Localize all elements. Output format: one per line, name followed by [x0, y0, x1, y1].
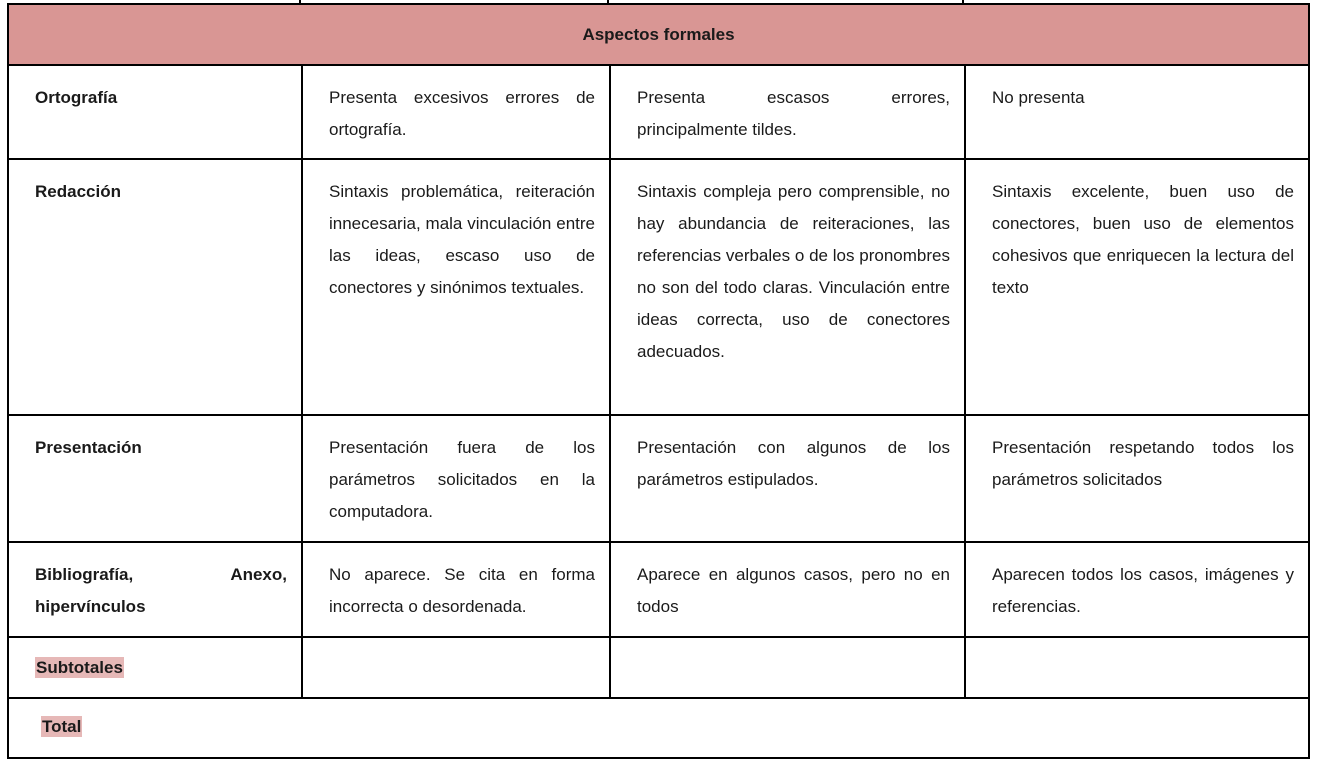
- criterion-cell: Redacción: [8, 159, 302, 415]
- level-low-cell: Sintaxis problemática, reiteración innecesaria, mala vinculación entre las ideas, escaso uso de conectores y sinónimos textuales.: [302, 159, 610, 415]
- subtotal-mid-cell: [610, 637, 965, 698]
- subtotal-row: [8, 637, 1309, 698]
- criterion-cell: Presentación: [8, 415, 302, 542]
- criterion-cell: Ortografía: [8, 65, 302, 159]
- subtotal-label: Subtotales: [36, 658, 123, 677]
- level-low-cell: Presentación fuera de los parámetros solicitados en la computadora.: [302, 415, 610, 542]
- level-high-cell: No presenta: [965, 65, 1309, 159]
- header-row: [8, 4, 1309, 65]
- criterion-cell: [8, 542, 302, 637]
- table-row: [8, 542, 1309, 637]
- rubric-table: [7, 3, 1310, 759]
- criterion-part-3: hipervínculos: [35, 597, 146, 616]
- level-low-cell: No aparece. Se cita en forma incorrecta o desordenada.: [302, 542, 610, 637]
- level-mid-cell: Presentación con algunos de los parámetros estipulados.: [610, 415, 965, 542]
- total-label: Total: [42, 717, 82, 736]
- subtotal-high-cell: [965, 637, 1309, 698]
- level-high-cell: Presentación respetando todos los parámetros solicitados: [965, 415, 1309, 542]
- level-mid-cell: Aparece en algunos casos, pero no en todos: [610, 542, 965, 637]
- level-mid-cell: Presenta escasos errores, principalmente tildes.: [610, 65, 965, 159]
- subtotal-label-cell: [8, 637, 302, 698]
- criterion-part-2: Anexo,: [230, 565, 287, 584]
- subtotal-low-cell: [302, 637, 610, 698]
- criterion-line-1: [35, 559, 287, 591]
- section-header: Aspectos formales: [8, 4, 1309, 65]
- total-cell: [8, 698, 1309, 758]
- total-row: [8, 698, 1309, 758]
- level-low-cell: Presenta excesivos errores de ortografía.: [302, 65, 610, 159]
- level-high-cell: Aparecen todos los casos, imágenes y referencias.: [965, 542, 1309, 637]
- table-row: [8, 65, 1309, 159]
- table-row: [8, 415, 1309, 542]
- level-high-cell: Sintaxis excelente, buen uso de conectores, buen uso de elementos cohesivos que enriquecen la lectura del texto: [965, 159, 1309, 415]
- criterion-part-1: Bibliografía,: [35, 565, 134, 584]
- level-mid-cell: Sintaxis compleja pero comprensible, no hay abundancia de reiteraciones, las referencias verbales o de los pronombres no son del todo claras. Vinculación entre ideas correcta, uso de conectores adecuados.: [610, 159, 965, 415]
- table-row: [8, 159, 1309, 415]
